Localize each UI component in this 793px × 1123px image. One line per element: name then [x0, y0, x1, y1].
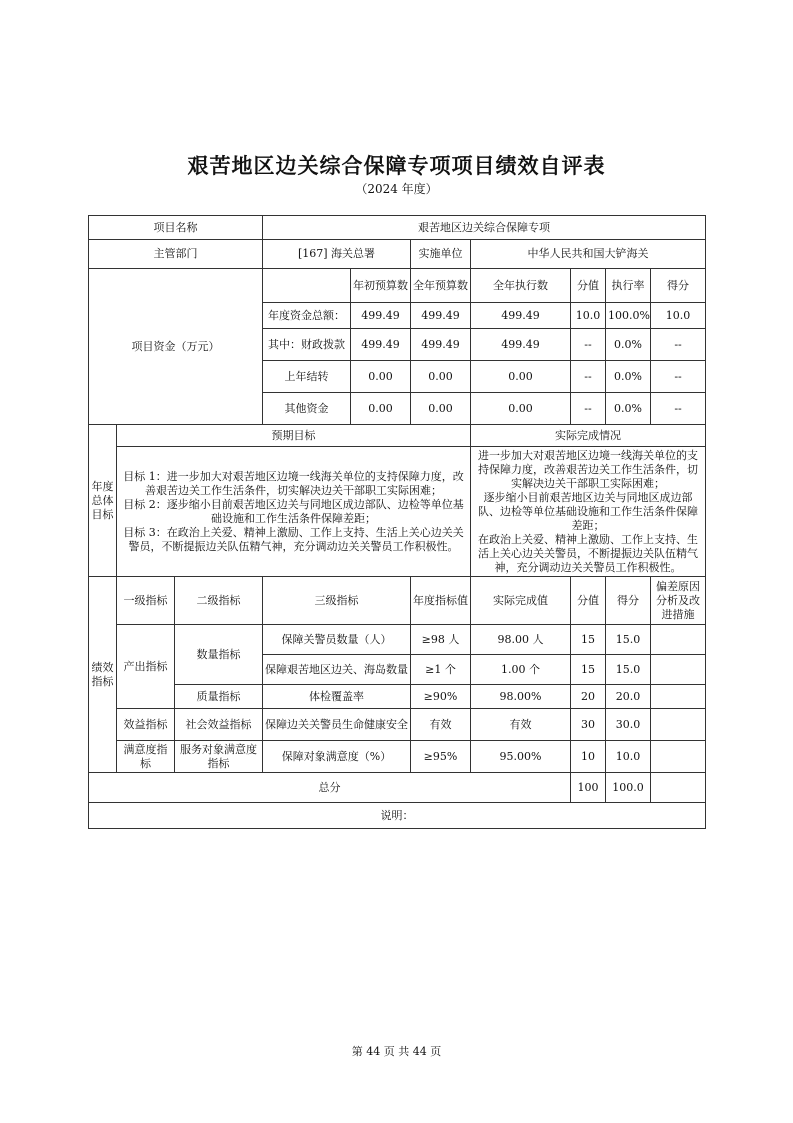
- indicator-note: [651, 709, 706, 741]
- funds-cell: 0.00: [471, 393, 571, 425]
- funds-cell: 0.0%: [606, 361, 651, 393]
- funds-cell: --: [571, 361, 606, 393]
- indicators-label: 绩效指标: [89, 577, 117, 773]
- indicator-l2: 质量指标: [175, 685, 263, 709]
- evaluation-table: [88, 215, 706, 829]
- indicator-actual: 1.00 个: [471, 655, 571, 685]
- indicator-l3: 体检覆盖率: [263, 685, 411, 709]
- actual-completion-text: 进一步加大对艰苦地区边境一线海关单位的支持保障力度，改善艰苦边关工作生活条件，切实解决边关干部职工实际困难； 逐步缩小目前艰苦地区边关与同地区成边部队、边检等单位基础设施和工作生活条件保障差距； 在政治上关爱、精神上激励、工作上支持、生活上关心边关关警员，不断提振边关队伍精气神，充分调动边关关警员工作积极性。: [471, 447, 706, 577]
- funds-cell: --: [571, 393, 606, 425]
- funds-cell: 10.0: [651, 303, 706, 329]
- funds-cell: 499.49: [411, 329, 471, 361]
- funds-cell: --: [571, 329, 606, 361]
- project-name-label: 项目名称: [89, 216, 263, 240]
- funds-cell: 0.0%: [606, 393, 651, 425]
- funds-cell: 499.49: [471, 329, 571, 361]
- goals-header-row: [89, 425, 706, 447]
- indicator-got: 15.0: [606, 625, 651, 655]
- indicator-target: 有效: [411, 709, 471, 741]
- dept-value: [167] 海关总署: [263, 240, 411, 269]
- funds-cell: 499.49: [411, 303, 471, 329]
- funds-cell: 499.49: [471, 303, 571, 329]
- funds-header: 执行率: [606, 269, 651, 303]
- funds-header-blank: [263, 269, 351, 303]
- total-row: [89, 773, 706, 803]
- total-blank: [651, 773, 706, 803]
- funds-header: 得分: [651, 269, 706, 303]
- impl-value: 中华人民共和国大铲海关: [471, 240, 706, 269]
- dept-label: 主管部门: [89, 240, 263, 269]
- indicator-got: 10.0: [606, 741, 651, 773]
- goals-label: 年度总体目标: [89, 425, 117, 577]
- indicator-header: 分值: [571, 577, 606, 625]
- indicator-score: 15: [571, 625, 606, 655]
- note-row: [89, 803, 706, 829]
- funds-label: 项目资金（万元）: [89, 269, 263, 425]
- funds-cell: 0.00: [351, 393, 411, 425]
- funds-cell: 499.49: [351, 329, 411, 361]
- indicator-got: 30.0: [606, 709, 651, 741]
- funds-row-label: 年度资金总额：: [263, 303, 351, 329]
- indicator-note: [651, 625, 706, 655]
- indicator-l3: 保障对象满意度（%）: [263, 741, 411, 773]
- indicator-header: 偏差原因分析及改进措施: [651, 577, 706, 625]
- expected-goals-text: 目标 1：进一步加大对艰苦地区边境一线海关单位的支持保障力度，改善艰苦边关工作生活条件，切实解决边关干部职工实际困难； 目标 2：逐步缩小目前艰苦地区边关与同地区成边部队、边检等单位基础设施和工作生活条件保障差距； 目标 3：在政治上关爱、精神上激励、工作上支持、生活上关心边关关警员，不断提振边关队伍精气神，充分调动边关关警员工作积极性。: [117, 447, 471, 577]
- expected-goal-header: 预期目标: [117, 425, 471, 447]
- page-subtitle: （2024 年度）: [355, 182, 438, 196]
- funds-cell: --: [651, 329, 706, 361]
- funds-header: 全年预算数: [411, 269, 471, 303]
- indicator-target: ≥98 人: [411, 625, 471, 655]
- funds-header: 分值: [571, 269, 606, 303]
- indicators-header-row: [89, 577, 706, 625]
- indicator-row: [89, 741, 706, 773]
- output-indicator-label: 产出指标: [117, 625, 175, 709]
- indicator-header: 二级指标: [175, 577, 263, 625]
- funds-cell: 0.00: [351, 361, 411, 393]
- funds-cell: 100.0%: [606, 303, 651, 329]
- funds-cell: 0.00: [471, 361, 571, 393]
- funds-row-label: 上年结转: [263, 361, 351, 393]
- indicator-row: [89, 685, 706, 709]
- funds-header: 全年执行数: [471, 269, 571, 303]
- indicator-got: 15.0: [606, 655, 651, 685]
- funds-cell: 0.0%: [606, 329, 651, 361]
- funds-cell: 10.0: [571, 303, 606, 329]
- funds-header: 年初预算数: [351, 269, 411, 303]
- funds-cell: 0.00: [411, 393, 471, 425]
- page-title: 艰苦地区边关综合保障专项项目绩效自评表: [187, 153, 606, 178]
- indicator-target: ≥95%: [411, 741, 471, 773]
- total-label: 总分: [89, 773, 571, 803]
- indicator-score: 15: [571, 655, 606, 685]
- indicator-row: [89, 625, 706, 655]
- indicator-actual: 有效: [471, 709, 571, 741]
- total-got: 100.0: [606, 773, 651, 803]
- page-footer: 第 44 页 共 44 页: [351, 1045, 442, 1058]
- indicator-l2: 服务对象满意度指标: [175, 741, 263, 773]
- indicator-header: 年度指标值: [411, 577, 471, 625]
- indicator-actual: 98.00 人: [471, 625, 571, 655]
- indicator-l3: 保障关警员数量（人）: [263, 625, 411, 655]
- indicator-l2: 社会效益指标: [175, 709, 263, 741]
- indicator-header: 三级指标: [263, 577, 411, 625]
- funds-row-label: 其中：财政拨款: [263, 329, 351, 361]
- funds-cell: 499.49: [351, 303, 411, 329]
- indicator-l1: 效益指标: [117, 709, 175, 741]
- indicator-actual: 98.00%: [471, 685, 571, 709]
- quantity-indicator-label: 数量指标: [175, 625, 263, 685]
- indicator-l3: 保障艰苦地区边关、海岛数量: [263, 655, 411, 685]
- indicator-header: 实际完成值: [471, 577, 571, 625]
- actual-completion-header: 实际完成情况: [471, 425, 706, 447]
- project-name-value: 艰苦地区边关综合保障专项: [263, 216, 706, 240]
- funds-header-row: [89, 269, 706, 303]
- total-score: 100: [571, 773, 606, 803]
- indicator-l1: 满意度指标: [117, 741, 175, 773]
- indicator-score: 20: [571, 685, 606, 709]
- funds-cell: --: [651, 393, 706, 425]
- funds-cell: 0.00: [411, 361, 471, 393]
- note-label: 说明：: [89, 803, 706, 829]
- funds-cell: --: [651, 361, 706, 393]
- goals-content-row: [89, 447, 706, 577]
- indicator-note: [651, 655, 706, 685]
- row-department: [89, 240, 706, 269]
- row-project-name: [89, 216, 706, 240]
- indicator-actual: 95.00%: [471, 741, 571, 773]
- indicator-header: 得分: [606, 577, 651, 625]
- indicator-target: ≥90%: [411, 685, 471, 709]
- indicator-row: [89, 709, 706, 741]
- indicator-score: 30: [571, 709, 606, 741]
- impl-label: 实施单位: [411, 240, 471, 269]
- indicator-l3: 保障边关关警员生命健康安全: [263, 709, 411, 741]
- indicator-target: ≥1 个: [411, 655, 471, 685]
- indicator-header: 一级指标: [117, 577, 175, 625]
- indicator-note: [651, 685, 706, 709]
- indicator-got: 20.0: [606, 685, 651, 709]
- indicator-note: [651, 741, 706, 773]
- indicator-score: 10: [571, 741, 606, 773]
- funds-row-label: 其他资金: [263, 393, 351, 425]
